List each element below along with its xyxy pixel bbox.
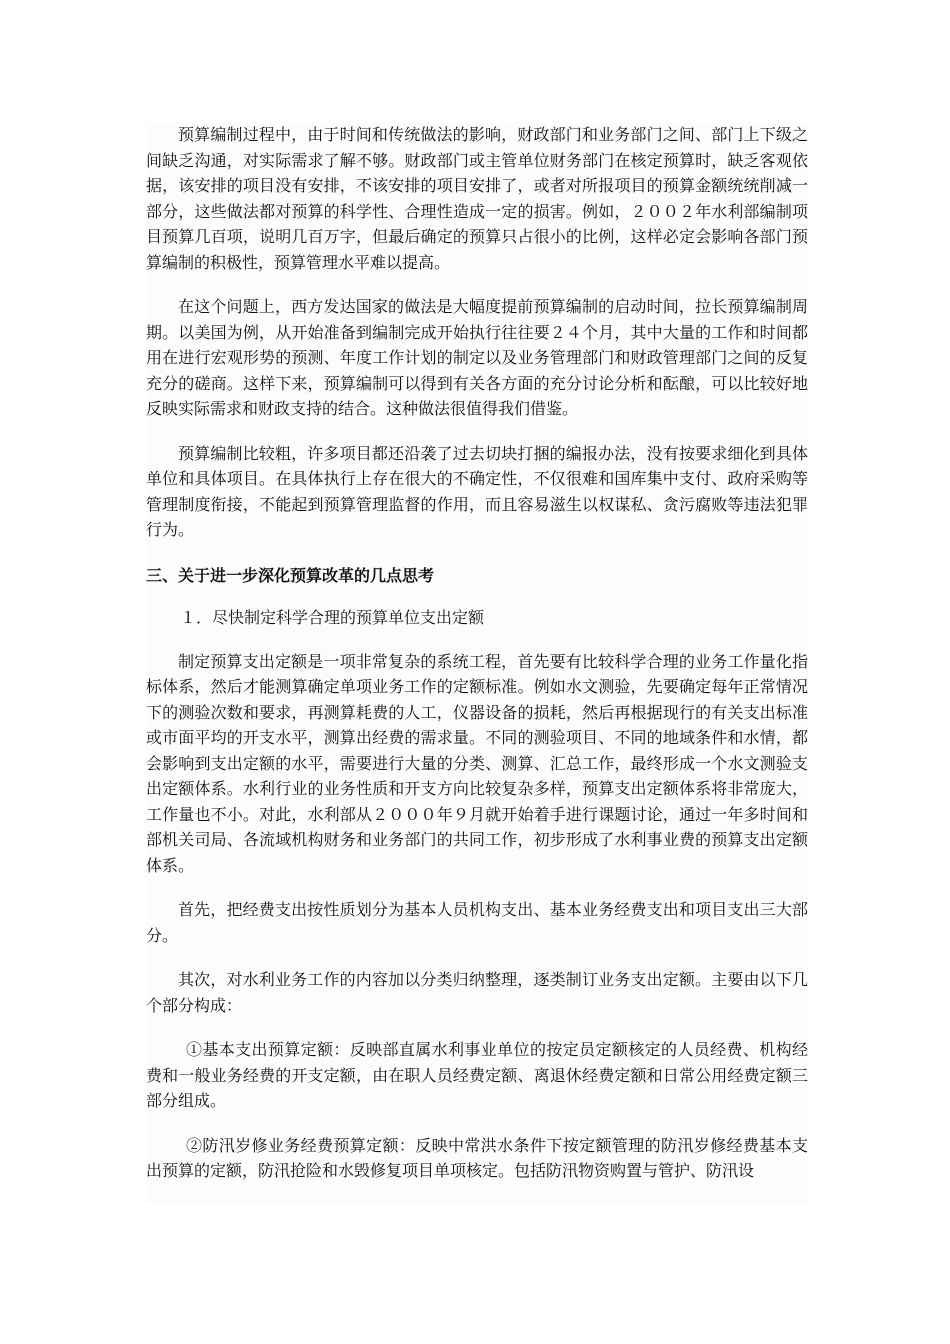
body-paragraph: 制定预算支出定额是一项非常复杂的系统工程，首先要有比较科学合理的业务工作量化指标体系，然后才能测算确定单项业务工作的定额标准。例如水文测验，先要确定每年正常情况下的测验次数和要求，再测算耗费的人工，仪器设备的损耗，然后再根据现行的有关支出标准或市面平均的开支水平，测算出经费的需求量。不同的测验项目、不同的地域条件和水情，都会影响到支出定额的水平，需要进行大量的分类、测算、汇总工作，最终形成一个水文测验支出定额体系。水利行业的业务性质和开支方向比较复杂多样，预算支出定额体系将非常庞大，工作量也不小。对此，水利部从２０００年９月就开始着手进行课题讨论，通过一年多时间和部机关司局、各流域机构财务和业务部门的共同工作，初步形成了水利事业费的预算支出定额体系。 [146, 651, 808, 875]
body-paragraph: 其次，对水利业务工作的内容加以分类归纳整理，逐类制订业务支出定额。主要由以下几个部分构成： [146, 970, 808, 1015]
list-item: ②防汛岁修业务经费预算定额：反映中常洪水条件下按定额管理的防汛岁修经费基本支出预算的定额，防汛抢险和水毁修复项目单项核定。包括防汛物资购置与管护、防汛设 [146, 1135, 808, 1180]
list-item: ①基本支出预算定额：反映部直属水利事业单位的按定员定额核定的人员经费、机构经费和一般业务经费的开支定额，由在职人员经费定额、离退休经费定额和日常公用经费定额三部分组成。 [146, 1040, 808, 1110]
section-heading: 三、关于进一步深化预算改革的几点思考 [146, 565, 435, 585]
body-paragraph: 在这个问题上，西方发达国家的做法是大幅度提前预算编制的启动时间，拉长预算编制周期。以美国为例，从开始准备到编制完成开始执行往往要２４个月，其中大量的工作和时间都用在进行宏观形势的预测、年度工作计划的制定以及业务管理部门和财政管理部门之间的反复充分的磋商。这样下来，预算编制可以得到有关各方面的充分讨论分析和酝酿，可以比较好地反映实际需求和财政支持的结合。这种做法很值得我们借鉴。 [146, 297, 808, 418]
subsection-heading: １．尽快制定科学合理的预算单位支出定额 [180, 607, 485, 627]
body-paragraph: 预算编制过程中，由于时间和传统做法的影响，财政部门和业务部门之间、部门上下级之间缺乏沟通，对实际需求了解不够。财政部门或主管单位财务部门在核定预算时，缺乏客观依据，该安排的项目没有安排，不该安排的项目安排了，或者对所报项目的预算金额统统削减一部分，这些做法都对预算的科学性、合理性造成一定的损害。例如，２００２年水利部编制项目预算几百项，说明几百万字，但最后确定的预算只占很小的比例，这样必定会影响各部门预算编制的积极性，预算管理水平难以提高。 [146, 125, 808, 272]
body-paragraph: 首先，把经费支出按性质划分为基本人员机构支出、基本业务经费支出和项目支出三大部分。 [146, 900, 808, 945]
document-body [146, 122, 808, 1203]
body-paragraph: 预算编制比较粗，许多项目都还沿袭了过去切块打捆的编报办法，没有按要求细化到具体单位和具体项目。在具体执行上存在很大的不确定性，不仅很难和国库集中支付、政府采购等管理制度衔接，不能起到预算管理监督的作用，而且容易滋生以权谋私、贪污腐败等违法犯罪行为。 [146, 443, 808, 539]
